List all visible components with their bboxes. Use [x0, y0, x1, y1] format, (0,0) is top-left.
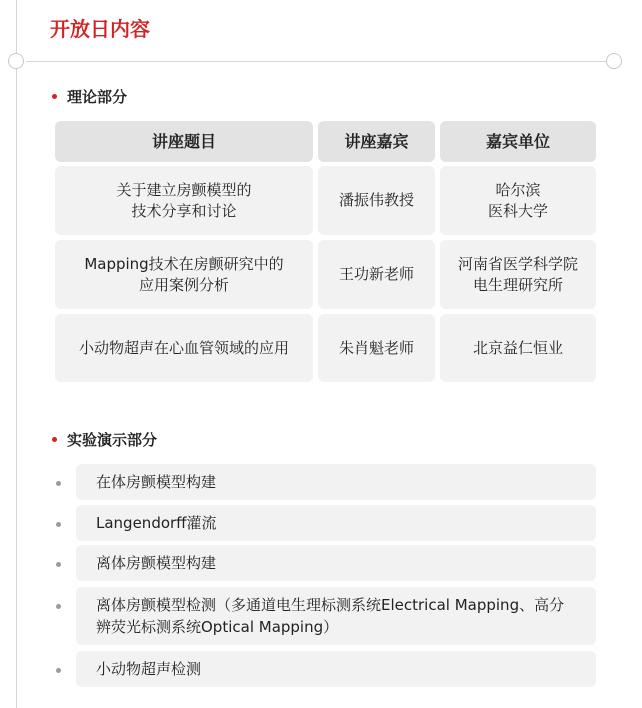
table-cell-speaker: 朱肖魁老师 — [318, 314, 435, 382]
table-header-topic: 讲座题目 — [55, 121, 313, 162]
table-cell-speaker: 王功新老师 — [318, 240, 435, 309]
table-cell-affiliation: 河南省医学科学院 电生理研究所 — [440, 240, 596, 309]
table-cell-topic: 小动物超声在心血管领域的应用 — [55, 314, 313, 382]
table-header-affiliation: 嘉宾单位 — [440, 121, 596, 162]
list-item-text: 离体房颤模型检测（多通道电生理标测系统Electrical Mapping、高分辨荧光标测系统Optical Mapping） — [76, 587, 596, 645]
list-item-text: 小动物超声检测 — [76, 651, 596, 687]
gray-bullet-icon — [56, 522, 61, 527]
gray-bullet-icon — [56, 604, 61, 609]
gray-bullet-icon — [56, 668, 61, 673]
table-cell-affiliation: 哈尔滨 医科大学 — [440, 166, 596, 235]
red-bullet-icon — [52, 437, 57, 442]
gray-bullet-icon — [56, 562, 61, 567]
demo-heading-label: 实验演示部分 — [67, 431, 158, 449]
list-item — [56, 505, 596, 541]
timeline-vertical-line — [16, 0, 17, 708]
list-item — [56, 545, 596, 581]
gray-bullet-icon — [56, 481, 61, 486]
table-cell-topic: Mapping技术在房颤研究中的 应用案例分析 — [55, 240, 313, 309]
theory-heading-label: 理论部分 — [67, 88, 128, 106]
list-item — [56, 651, 596, 687]
table-cell-speaker: 潘振伟教授 — [318, 166, 435, 235]
divider-right-circle — [606, 53, 622, 69]
list-item — [56, 464, 596, 500]
table-cell-affiliation: 北京益仁恒业 — [440, 314, 596, 382]
red-bullet-icon — [52, 94, 57, 99]
list-item-text: Langendorff灌流 — [76, 505, 596, 541]
theory-section-heading — [52, 86, 127, 107]
list-item-text: 在体房颤模型构建 — [76, 464, 596, 500]
table-header-speaker: 讲座嘉宾 — [318, 121, 435, 162]
demo-section-heading — [52, 429, 157, 450]
list-item-text: 离体房颤模型构建 — [76, 545, 596, 581]
table-cell-topic: 关于建立房颤模型的 技术分享和讨论 — [55, 166, 313, 235]
page-title: 开放日内容 — [50, 17, 150, 41]
title-divider-line — [26, 61, 606, 62]
list-item — [56, 587, 596, 645]
divider-left-circle — [8, 53, 24, 69]
